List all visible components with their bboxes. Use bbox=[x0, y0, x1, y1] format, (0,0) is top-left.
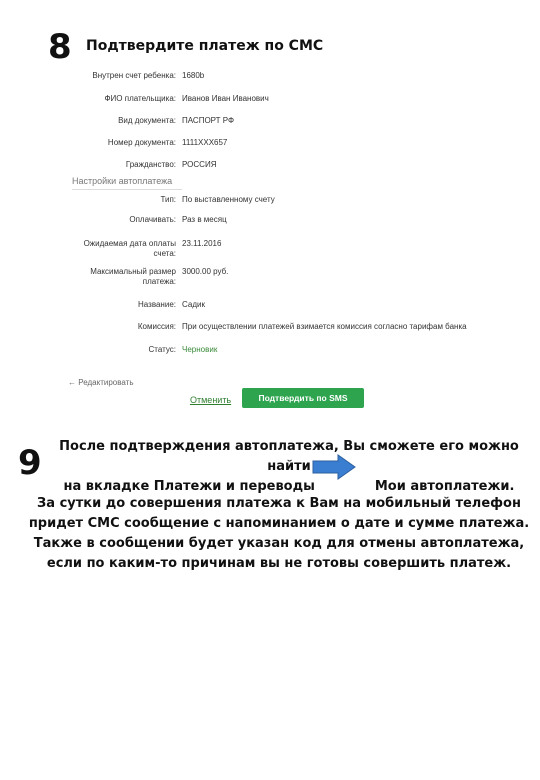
sms-reminder-paragraph: За сутки до совершения платежа к Вам на мобильный телефон придет СМС сообщение с напоминанием о дате и сумме платежа. Также в сообщении будет указан код для отмены автоплатежа, если по каким-то причинам вы не готовы совершить платеж. bbox=[28, 496, 530, 571]
field-value: Садик bbox=[182, 300, 205, 309]
field-value: Иванов Иван Иванович bbox=[182, 94, 269, 103]
field-label: Статус: bbox=[148, 345, 176, 354]
status-value: Черновик bbox=[182, 345, 218, 354]
field-label: Комиссия: bbox=[137, 322, 176, 331]
arrow-right-icon bbox=[312, 454, 356, 480]
field-label: Оплачивать: bbox=[129, 215, 176, 224]
payments-tab-text: на вкладке Платежи и переводы bbox=[63, 479, 315, 494]
field-label: Ожидаемая дата оплаты счета: bbox=[83, 239, 176, 258]
step-number-9: 9 bbox=[18, 443, 42, 483]
instruction-line: После подтверждения автоплатежа, Вы сможете его можно найти bbox=[59, 439, 519, 474]
field-value: 1680b bbox=[182, 71, 205, 80]
field-value: По выставленному счету bbox=[182, 195, 275, 204]
field-value: 1111XXX657 bbox=[182, 138, 228, 147]
divider bbox=[72, 189, 182, 190]
my-autopayments-text: Мои автоплатежи. bbox=[374, 479, 515, 494]
field-label: Максимальный размер платежа: bbox=[90, 267, 176, 286]
step-number-8: 8 bbox=[48, 27, 72, 67]
field-value: 3000.00 руб. bbox=[182, 267, 229, 276]
autopay-section-title: Настройки автоплатежа bbox=[72, 176, 173, 186]
field-label: Вид документа: bbox=[118, 116, 176, 125]
field-label: Внутрен счет ребенка: bbox=[92, 71, 176, 80]
cancel-link[interactable]: Отменить bbox=[190, 395, 232, 405]
step9-instructions bbox=[50, 437, 528, 497]
field-value: РОССИЯ bbox=[182, 160, 217, 169]
edit-back-link[interactable]: ← Редактировать bbox=[68, 378, 134, 387]
field-label: Тип: bbox=[160, 195, 176, 204]
field-value: ПАСПОРТ РФ bbox=[182, 116, 235, 125]
field-label: Название: bbox=[138, 300, 176, 309]
field-label: Номер документа: bbox=[107, 138, 176, 147]
field-value: 23.11.2016 bbox=[182, 239, 222, 248]
field-value: Раз в месяц bbox=[182, 215, 227, 224]
confirm-sms-button[interactable]: Подтвердить по SMS bbox=[242, 388, 364, 408]
field-label: ФИО плательщика: bbox=[104, 94, 176, 103]
field-label: Гражданство: bbox=[125, 160, 176, 169]
field-value: При осуществлении платежей взимается комиссия согласно тарифам банка bbox=[182, 322, 467, 331]
step-title: Подтвердите платеж по СМС bbox=[86, 38, 324, 54]
